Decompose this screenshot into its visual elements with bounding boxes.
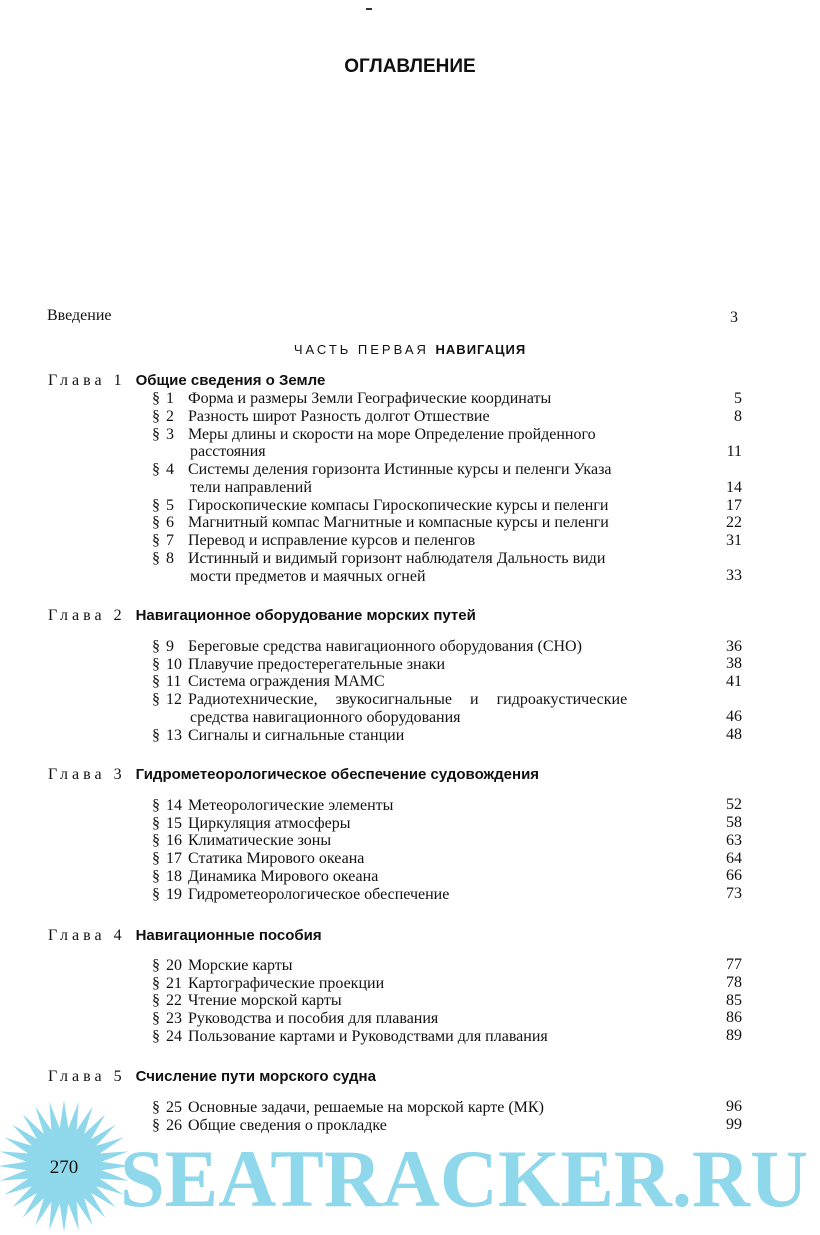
chapter-label: Глава 1 — [48, 372, 126, 389]
toc-entry[interactable]: § 5 Гироскопические компасы Гироскопические курсы и пеленги — [152, 497, 609, 514]
toc-entry[interactable]: § 13 Сигналы и сигнальные станции — [152, 727, 405, 744]
part-name: НАВИГАЦИЯ — [435, 342, 527, 357]
toc-page: 66 — [726, 867, 742, 884]
chapter-label: Глава 2 — [48, 607, 126, 624]
watermark-logo — [0, 1100, 820, 1235]
toc-entry-text: Пользование картами и Руководствами для плавания — [188, 1028, 548, 1045]
toc-entry-text: Морские карты — [188, 957, 293, 974]
toc-page: 86 — [726, 1009, 742, 1026]
toc-entry[interactable]: § 10 Плавучие предостерегательные знаки — [152, 656, 446, 673]
toc-page: 38 — [726, 655, 742, 672]
chapter-title: Навигационное оборудование морских путей — [135, 607, 476, 624]
page-title: ОГЛАВЛЕНИЕ — [344, 56, 476, 77]
chapter-title: Гидрометеорологическое обеспечение судовождения — [135, 766, 540, 783]
toc-entry-text: Статика Мирового океана — [188, 850, 365, 867]
part-prefix: ЧАСТЬ ПЕРВАЯ — [293, 342, 429, 357]
toc-entry[interactable]: § 1 Форма и размеры Земли Географические координаты — [152, 390, 552, 407]
toc-page: 89 — [726, 1027, 742, 1044]
toc-entry-text: Метеорологические элементы — [188, 797, 394, 814]
watermark-text: SEATRACKER.RU — [120, 1133, 808, 1224]
toc-entry-text: Руководства и пособия для плавания — [188, 1010, 439, 1027]
toc-page: 78 — [726, 974, 742, 991]
page-number: 270 — [49, 1157, 79, 1178]
chapter-title: Навигационные пособия — [135, 927, 322, 944]
toc-page: 46 — [726, 708, 742, 725]
toc-entry[interactable]: § 4 Системы деления горизонта Истинные курсы и пеленги Указа — [152, 461, 612, 478]
toc-entry-continuation: мости предметов и маячных огней — [190, 568, 426, 585]
toc-entry-text: Климатические зоны — [188, 832, 332, 849]
chapter-label: Глава 5 — [48, 1068, 126, 1085]
toc-page: 64 — [726, 850, 742, 867]
toc-entry[interactable]: § 20 Морские карты — [152, 957, 293, 974]
toc-page: 31 — [726, 532, 742, 549]
toc-entry[interactable]: § 26 Общие сведения о прокладке — [152, 1117, 387, 1134]
toc-entry-text: Гидрометеорологическое обеспечение — [188, 886, 450, 903]
toc-entry-text: Динамика Мирового океана — [188, 868, 379, 885]
toc-entry[interactable]: § 2 Разность широт Разность долгот Отшествие — [152, 408, 490, 425]
toc-entry[interactable]: § 14 Метеорологические элементы — [152, 797, 394, 814]
toc-entry-text: Меры длины и скорости на море Определение пройденного — [188, 426, 596, 443]
chapter-heading[interactable] — [48, 607, 476, 625]
chapter-label: Глава 3 — [48, 766, 126, 783]
toc-entry-text: Береговые средства навигационного оборудования (СНО) — [188, 638, 582, 655]
toc-entry[interactable]: § 3 Меры длины и скорости на море Определение пройденного — [152, 426, 596, 443]
toc-entry[interactable]: § 16 Климатические зоны — [152, 832, 332, 849]
toc-entry-text: Сигналы и сигнальные станции — [188, 727, 405, 744]
toc-entry[interactable]: § 19 Гидрометеорологическое обеспечение — [152, 886, 450, 903]
toc-entry[interactable]: § 25 Основные задачи, решаемые на морской карте (МК) — [152, 1099, 544, 1116]
toc-entry-text: Циркуляция атмосферы — [188, 815, 351, 832]
toc-entry-text: Разность широт Разность долгот Отшествие — [188, 408, 490, 425]
toc-entry[interactable]: § 12 Радиотехнические, звукосигнальные и гидроакустические — [152, 691, 628, 708]
toc-entry-text: Основные задачи, решаемые на морской карте (МК) — [188, 1099, 544, 1116]
chapter-title: Счисление пути морского судна — [135, 1068, 376, 1085]
toc-entry-text: Системы деления горизонта Истинные курсы и пеленги Указа — [188, 461, 612, 478]
toc-page: 14 — [726, 479, 742, 496]
toc-entry-text: Система ограждения МАМС — [188, 673, 385, 690]
toc-page: 77 — [726, 956, 742, 973]
toc-entry[interactable]: § 8 Истинный и видимый горизонт наблюдателя Дальность види — [152, 550, 606, 567]
toc-page: 11 — [726, 443, 742, 460]
toc-entry[interactable]: § 24 Пользование картами и Руководствами для плавания — [152, 1028, 548, 1045]
toc-entry-text: Чтение морской карты — [188, 992, 342, 1009]
toc-entry[interactable]: § 18 Динамика Мирового океана — [152, 868, 379, 885]
scan-mark — [366, 8, 372, 10]
toc-page: 17 — [726, 497, 742, 514]
intro-label[interactable]: Введение — [47, 307, 112, 324]
toc-page: 48 — [726, 726, 742, 743]
toc-entry[interactable]: § 17 Статика Мирового океана — [152, 850, 365, 867]
toc-page: 22 — [726, 514, 742, 531]
chapter-heading[interactable] — [48, 766, 539, 784]
toc-entry-text: Гироскопические компасы Гироскопические курсы и пеленги — [188, 497, 609, 514]
toc-page: 85 — [726, 992, 742, 1009]
toc-entry-text: Истинный и видимый горизонт наблюдателя Дальность види — [188, 550, 606, 567]
toc-page: 5 — [734, 390, 742, 407]
toc-page: 58 — [726, 814, 742, 831]
toc-entry-continuation: средства навигационного оборудования — [190, 709, 461, 726]
toc-entry-continuation: расстояния — [190, 443, 266, 460]
toc-page: 73 — [726, 885, 742, 902]
toc-entry-text: Общие сведения о прокладке — [188, 1117, 387, 1134]
part-heading — [0, 342, 820, 357]
toc-entry[interactable]: § 6 Магнитный компас Магнитные и компасные курсы и пеленги — [152, 514, 609, 531]
toc-page: 36 — [726, 638, 742, 655]
toc-entry-text: Картографические проекции — [188, 975, 385, 992]
toc-entry[interactable]: § 9 Береговые средства навигационного оборудования (СНО) — [152, 638, 582, 655]
toc-entry-text: Перевод и исправление курсов и пеленгов — [188, 532, 476, 549]
toc-entry[interactable]: § 21 Картографические проекции — [152, 975, 385, 992]
toc-entry-text: Радиотехнические, звукосигнальные и гидроакустические — [188, 691, 628, 708]
toc-entry[interactable]: § 22 Чтение морской карты — [152, 992, 342, 1009]
toc-page: 33 — [726, 567, 742, 584]
toc-page: 99 — [726, 1116, 742, 1133]
toc-page: 63 — [726, 832, 742, 849]
toc-entry-text: Форма и размеры Земли Географические координаты — [188, 390, 552, 407]
toc-page: 41 — [726, 673, 742, 690]
toc-page: 8 — [734, 408, 742, 425]
chapter-label: Глава 4 — [48, 927, 126, 944]
toc-page: 96 — [726, 1098, 742, 1115]
toc-entry[interactable]: § 11 Система ограждения МАМС — [152, 673, 385, 690]
chapter-heading[interactable] — [48, 372, 325, 390]
toc-entry-continuation: тели направлений — [190, 479, 312, 496]
chapter-title: Общие сведения о Земле — [135, 372, 326, 389]
toc-entry[interactable]: § 15 Циркуляция атмосферы — [152, 815, 351, 832]
intro-page: 3 — [730, 309, 738, 326]
toc-page: 52 — [726, 796, 742, 813]
toc-entry-text: Плавучие предостерегательные знаки — [188, 656, 446, 673]
chapter-heading[interactable] — [48, 1068, 376, 1086]
toc-entry-text: Магнитный компас Магнитные и компасные курсы и пеленги — [188, 514, 609, 531]
toc-entry[interactable]: § 7 Перевод и исправление курсов и пеленгов — [152, 532, 476, 549]
toc-entry[interactable]: § 23 Руководства и пособия для плавания — [152, 1010, 439, 1027]
chapter-heading[interactable] — [48, 927, 322, 945]
